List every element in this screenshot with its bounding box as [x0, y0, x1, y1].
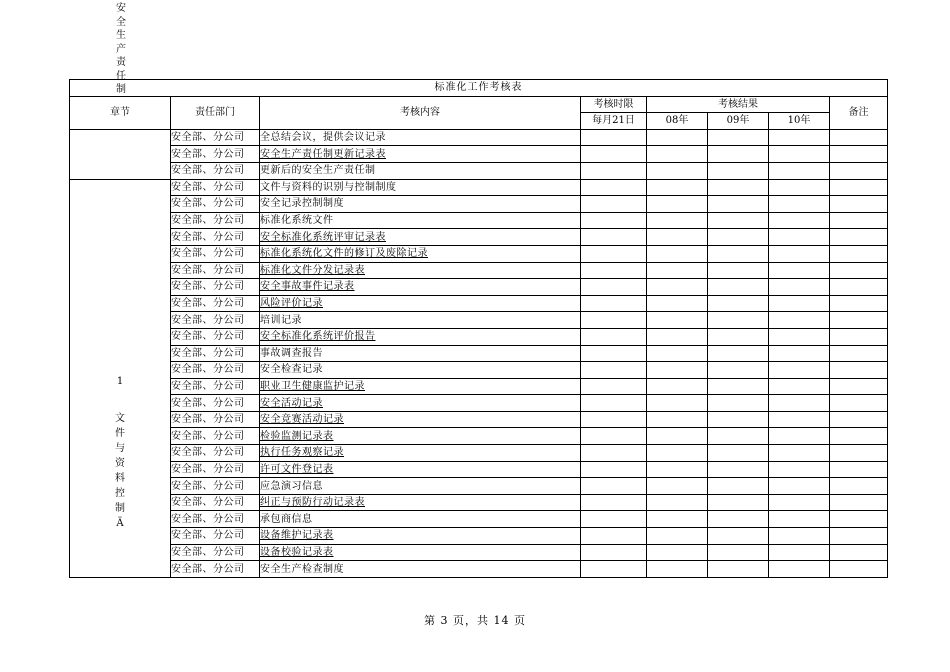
dept-cell: 安全部、分公司 — [171, 179, 260, 196]
content-cell — [260, 229, 581, 246]
header-content: 考核内容 — [260, 96, 581, 129]
content-text: 职业卫生健康监护记录 — [260, 380, 365, 392]
year-10-cell — [769, 445, 830, 462]
header-year-08: 08年 — [647, 113, 708, 130]
table-row — [70, 561, 888, 578]
content-text: 安全记录控制制度 — [260, 198, 344, 210]
content-cell — [260, 428, 581, 445]
deadline-cell — [581, 212, 647, 229]
deadline-cell — [581, 494, 647, 511]
year-09-cell — [708, 146, 769, 163]
remark-cell — [830, 561, 888, 578]
chapter-name-char: 控 — [115, 487, 125, 499]
content-text: 设备校验记录表 — [260, 546, 334, 558]
year-09-cell — [708, 196, 769, 213]
year-09-cell — [708, 445, 769, 462]
header-remark: 备注 — [830, 96, 888, 129]
year-08-cell — [647, 378, 708, 395]
content-cell — [260, 146, 581, 163]
table-row — [70, 295, 888, 312]
content-text: 纠正与预防行动记录表 — [260, 497, 365, 509]
side-label-char: 制 — [116, 84, 126, 95]
deadline-cell — [581, 362, 647, 379]
content-text: 风险评价记录 — [260, 298, 323, 310]
chapter-name-char: 资 — [115, 457, 125, 469]
remark-cell — [830, 362, 888, 379]
side-label-char: 责 — [116, 57, 126, 68]
table-row — [70, 328, 888, 345]
dept-cell: 安全部、分公司 — [171, 328, 260, 345]
table-row — [70, 528, 888, 545]
chapter-cell — [70, 179, 171, 577]
content-cell — [260, 411, 581, 428]
dept-cell: 安全部、分公司 — [171, 162, 260, 179]
dept-cell: 安全部、分公司 — [171, 378, 260, 395]
year-09-cell — [708, 328, 769, 345]
year-10-cell — [769, 179, 830, 196]
dept-cell: 安全部、分公司 — [171, 478, 260, 495]
table-row — [70, 362, 888, 379]
assessment-table — [69, 79, 888, 578]
year-09-cell — [708, 262, 769, 279]
year-10-cell — [769, 395, 830, 412]
year-08-cell — [647, 312, 708, 329]
year-10-cell — [769, 528, 830, 545]
table-row — [70, 229, 888, 246]
deadline-cell — [581, 428, 647, 445]
content-cell — [260, 511, 581, 528]
table-row — [70, 494, 888, 511]
table-row — [70, 428, 888, 445]
year-08-cell — [647, 395, 708, 412]
content-cell — [260, 129, 581, 146]
content-text: 安全检查记录 — [260, 364, 323, 376]
remark-cell — [830, 378, 888, 395]
header-deadline: 考核时限 — [581, 96, 647, 113]
table-row — [70, 411, 888, 428]
deadline-cell — [581, 312, 647, 329]
dept-cell: 安全部、分公司 — [171, 345, 260, 362]
year-10-cell — [769, 262, 830, 279]
year-10-cell — [769, 561, 830, 578]
remark-cell — [830, 146, 888, 163]
chapter-number: 1 — [116, 375, 124, 387]
year-08-cell — [647, 295, 708, 312]
remark-cell — [830, 279, 888, 296]
table-row — [70, 162, 888, 179]
deadline-cell — [581, 245, 647, 262]
year-09-cell — [708, 411, 769, 428]
year-10-cell — [769, 345, 830, 362]
dept-cell: 安全部、分公司 — [171, 445, 260, 462]
content-text: 标准化系统化文件的修订及废除记录 — [260, 248, 428, 260]
content-text: 许可文件登记表 — [260, 463, 334, 475]
year-10-cell — [769, 478, 830, 495]
year-10-cell — [769, 378, 830, 395]
year-09-cell — [708, 295, 769, 312]
remark-cell — [830, 129, 888, 146]
table-row — [70, 279, 888, 296]
year-08-cell — [647, 411, 708, 428]
dept-cell: 安全部、分公司 — [171, 196, 260, 213]
content-text: 标准化系统文件 — [260, 215, 334, 227]
deadline-cell — [581, 146, 647, 163]
remark-cell — [830, 212, 888, 229]
content-cell — [260, 279, 581, 296]
year-10-cell — [769, 245, 830, 262]
year-09-cell — [708, 478, 769, 495]
remark-cell — [830, 411, 888, 428]
year-10-cell — [769, 229, 830, 246]
remark-cell — [830, 544, 888, 561]
remark-cell — [830, 196, 888, 213]
content-cell — [260, 544, 581, 561]
chapter-name-char: 文 — [115, 412, 125, 424]
content-text: 安全标准化系统评审记录表 — [260, 231, 386, 243]
deadline-cell — [581, 561, 647, 578]
dept-cell: 安全部、分公司 — [171, 461, 260, 478]
deadline-cell — [581, 411, 647, 428]
year-08-cell — [647, 494, 708, 511]
deadline-cell — [581, 511, 647, 528]
header-deadline-sub: 每月21日 — [581, 113, 647, 130]
year-09-cell — [708, 229, 769, 246]
year-10-cell — [769, 312, 830, 329]
content-cell — [260, 328, 581, 345]
content-cell — [260, 478, 581, 495]
remark-cell — [830, 312, 888, 329]
chapter-name — [115, 411, 125, 531]
remark-cell — [830, 478, 888, 495]
dept-cell: 安全部、分公司 — [171, 229, 260, 246]
year-09-cell — [708, 511, 769, 528]
remark-cell — [830, 461, 888, 478]
year-10-cell — [769, 196, 830, 213]
dept-cell: 安全部、分公司 — [171, 212, 260, 229]
year-08-cell — [647, 561, 708, 578]
side-label-char: 全 — [116, 16, 126, 28]
year-08-cell — [647, 461, 708, 478]
dept-cell: 安全部、分公司 — [171, 411, 260, 428]
dept-cell: 安全部、分公司 — [171, 362, 260, 379]
deadline-cell — [581, 478, 647, 495]
table-row — [70, 146, 888, 163]
content-cell — [260, 345, 581, 362]
content-cell — [260, 179, 581, 196]
dept-cell: 安全部、分公司 — [171, 494, 260, 511]
year-09-cell — [708, 162, 769, 179]
year-09-cell — [708, 279, 769, 296]
content-cell — [260, 528, 581, 545]
year-08-cell — [647, 428, 708, 445]
deadline-cell — [581, 179, 647, 196]
remark-cell — [830, 295, 888, 312]
chapter-name-char: 制 — [115, 502, 125, 514]
deadline-cell — [581, 162, 647, 179]
content-cell — [260, 245, 581, 262]
year-10-cell — [769, 544, 830, 561]
remark-cell — [830, 511, 888, 528]
deadline-cell — [581, 279, 647, 296]
page-footer: 第 3 页，共 14 页 — [424, 614, 526, 627]
table-row — [70, 478, 888, 495]
content-cell — [260, 494, 581, 511]
remark-cell — [830, 245, 888, 262]
year-08-cell — [647, 528, 708, 545]
year-10-cell — [769, 129, 830, 146]
table-title: 标准化工作考核表 — [70, 80, 888, 97]
year-10-cell — [769, 212, 830, 229]
year-08-cell — [647, 544, 708, 561]
remark-cell — [830, 445, 888, 462]
year-08-cell — [647, 279, 708, 296]
table-row — [70, 196, 888, 213]
chapter-name-char: 料 — [115, 472, 125, 484]
content-text: 标准化文件分发记录表 — [260, 264, 365, 276]
table-row — [70, 312, 888, 329]
year-09-cell — [708, 528, 769, 545]
remark-cell — [830, 262, 888, 279]
deadline-cell — [581, 295, 647, 312]
year-08-cell — [647, 129, 708, 146]
table-row — [70, 378, 888, 395]
remark-cell — [830, 328, 888, 345]
deadline-cell — [581, 328, 647, 345]
dept-cell: 安全部、分公司 — [171, 262, 260, 279]
year-08-cell — [647, 245, 708, 262]
remark-cell — [830, 345, 888, 362]
year-08-cell — [647, 511, 708, 528]
year-08-cell — [647, 229, 708, 246]
deadline-cell — [581, 461, 647, 478]
remark-cell — [830, 162, 888, 179]
header-year-10: 10年 — [769, 113, 830, 130]
year-08-cell — [647, 262, 708, 279]
chapter-name-char: 件 — [115, 427, 125, 439]
dept-cell: 安全部、分公司 — [171, 428, 260, 445]
dept-cell: 安全部、分公司 — [171, 245, 260, 262]
content-text: 全总结会议，提供会议记录 — [260, 132, 386, 144]
year-10-cell — [769, 494, 830, 511]
content-cell — [260, 212, 581, 229]
chapter-cell-blank — [70, 129, 171, 179]
table-row — [70, 511, 888, 528]
dept-cell: 安全部、分公司 — [171, 395, 260, 412]
content-text: 文件与资料的识别与控制制度 — [260, 181, 397, 193]
year-09-cell — [708, 345, 769, 362]
table-row — [70, 129, 888, 146]
remark-cell — [830, 528, 888, 545]
remark-cell — [830, 179, 888, 196]
deadline-cell — [581, 129, 647, 146]
year-10-cell — [769, 279, 830, 296]
content-text: 更新后的安全生产责任制 — [260, 165, 376, 177]
year-09-cell — [708, 129, 769, 146]
year-08-cell — [647, 445, 708, 462]
table-row — [70, 461, 888, 478]
year-09-cell — [708, 544, 769, 561]
year-09-cell — [708, 428, 769, 445]
content-cell — [260, 461, 581, 478]
content-cell — [260, 196, 581, 213]
content-text: 安全事故事件记录表 — [260, 281, 355, 293]
table-row — [70, 245, 888, 262]
table-row — [70, 345, 888, 362]
table-row — [70, 445, 888, 462]
dept-cell: 安全部、分公司 — [171, 295, 260, 312]
year-09-cell — [708, 312, 769, 329]
content-cell — [260, 295, 581, 312]
year-08-cell — [647, 345, 708, 362]
remark-cell — [830, 395, 888, 412]
content-text: 事故调查报告 — [260, 347, 323, 359]
year-08-cell — [647, 196, 708, 213]
year-10-cell — [769, 461, 830, 478]
dept-cell: 安全部、分公司 — [171, 312, 260, 329]
year-10-cell — [769, 146, 830, 163]
table-row — [70, 395, 888, 412]
dept-cell: 安全部、分公司 — [171, 561, 260, 578]
year-08-cell — [647, 179, 708, 196]
remark-cell — [830, 229, 888, 246]
content-cell — [260, 395, 581, 412]
deadline-cell — [581, 544, 647, 561]
chapter-name-char: 与 — [115, 442, 125, 454]
year-09-cell — [708, 212, 769, 229]
chapter-trailing-glyph: Ä — [116, 517, 124, 529]
content-text: 安全活动记录 — [260, 397, 323, 409]
content-cell — [260, 561, 581, 578]
content-text: 安全生产责任制更新记录表 — [260, 148, 386, 160]
year-10-cell — [769, 295, 830, 312]
remark-cell — [830, 494, 888, 511]
content-text: 安全生产检查制度 — [260, 563, 344, 575]
year-10-cell — [769, 411, 830, 428]
deadline-cell — [581, 528, 647, 545]
side-label-char: 安 — [116, 3, 126, 14]
year-09-cell — [708, 561, 769, 578]
deadline-cell — [581, 196, 647, 213]
side-label-char: 任 — [116, 70, 126, 82]
dept-cell: 安全部、分公司 — [171, 528, 260, 545]
content-text: 检验监测记录表 — [260, 430, 334, 442]
year-08-cell — [647, 328, 708, 345]
content-cell — [260, 362, 581, 379]
deadline-cell — [581, 395, 647, 412]
content-text: 安全标准化系统评价报告 — [260, 331, 376, 343]
year-09-cell — [708, 245, 769, 262]
dept-cell: 安全部、分公司 — [171, 511, 260, 528]
year-09-cell — [708, 362, 769, 379]
content-cell — [260, 445, 581, 462]
year-08-cell — [647, 146, 708, 163]
content-text: 安全竞赛活动记录 — [260, 414, 344, 426]
deadline-cell — [581, 262, 647, 279]
content-cell — [260, 262, 581, 279]
dept-cell: 安全部、分公司 — [171, 146, 260, 163]
header-year-09: 09年 — [708, 113, 769, 130]
year-10-cell — [769, 328, 830, 345]
deadline-cell — [581, 378, 647, 395]
content-cell — [260, 162, 581, 179]
table-row — [70, 544, 888, 561]
table-row — [70, 179, 888, 196]
year-08-cell — [647, 162, 708, 179]
dept-cell: 安全部、分公司 — [171, 544, 260, 561]
content-text: 培训记录 — [260, 314, 302, 326]
year-09-cell — [708, 461, 769, 478]
deadline-cell — [581, 345, 647, 362]
year-08-cell — [647, 212, 708, 229]
year-09-cell — [708, 378, 769, 395]
year-10-cell — [769, 428, 830, 445]
year-10-cell — [769, 362, 830, 379]
side-label-char: 产 — [116, 43, 126, 55]
dept-cell: 安全部、分公司 — [171, 279, 260, 296]
year-09-cell — [708, 179, 769, 196]
side-label-char: 生 — [116, 30, 126, 41]
content-text: 设备维护记录表 — [260, 530, 334, 542]
assessment-sheet — [69, 79, 888, 578]
content-cell — [260, 312, 581, 329]
year-10-cell — [769, 511, 830, 528]
table-row — [70, 262, 888, 279]
table-row — [70, 212, 888, 229]
deadline-cell — [581, 445, 647, 462]
content-text: 承包商信息 — [260, 513, 313, 525]
remark-cell — [830, 428, 888, 445]
year-10-cell — [769, 162, 830, 179]
year-09-cell — [708, 494, 769, 511]
content-text: 应急演习信息 — [260, 480, 323, 492]
content-cell — [260, 378, 581, 395]
deadline-cell — [581, 229, 647, 246]
year-08-cell — [647, 478, 708, 495]
header-chapter: 章节 — [70, 96, 171, 129]
dept-cell: 安全部、分公司 — [171, 129, 260, 146]
header-dept: 责任部门 — [171, 96, 260, 129]
year-09-cell — [708, 395, 769, 412]
content-text: 执行任务观察记录 — [260, 447, 344, 459]
year-08-cell — [647, 362, 708, 379]
header-result: 考核结果 — [647, 96, 830, 113]
